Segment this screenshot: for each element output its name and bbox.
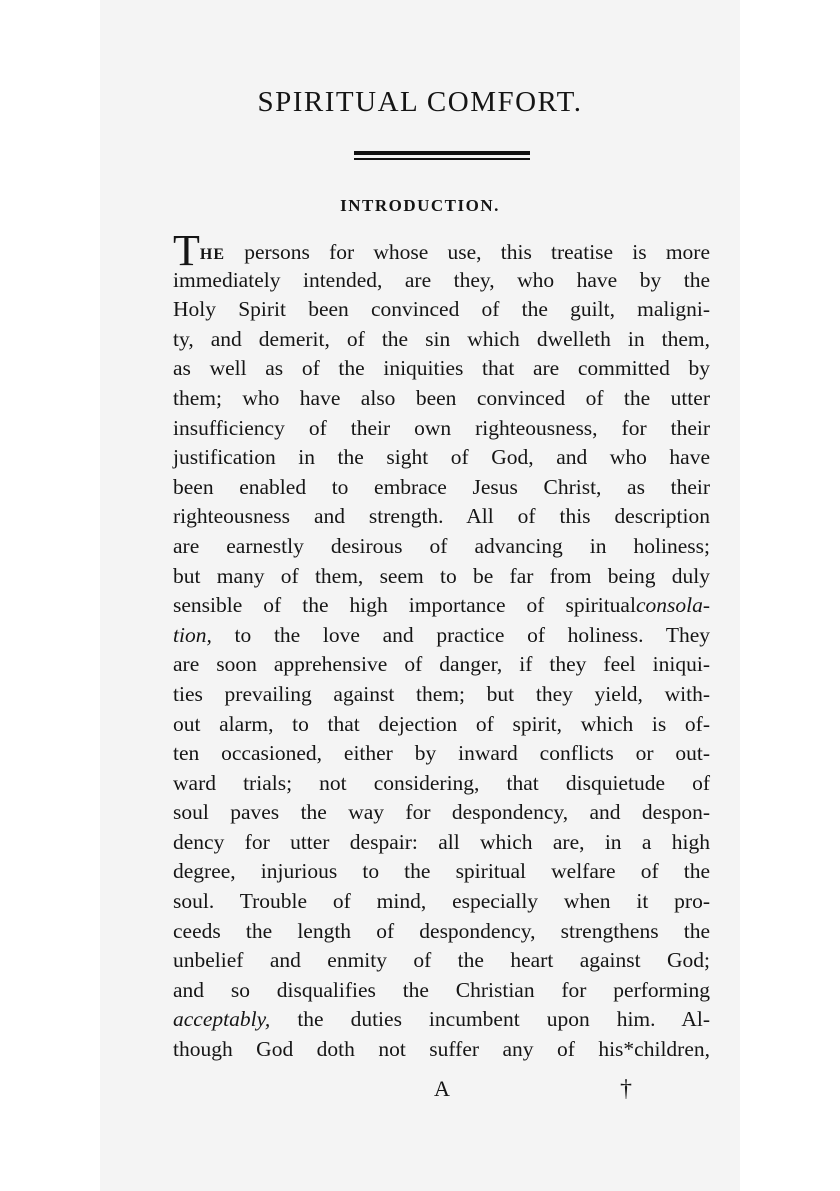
text-line: ceeds the length of despondency, strengthens the [173,918,710,943]
text-line: degree, injurious to the spiritual welfare of the [173,859,710,884]
text-line: are soon apprehensive of danger, if they feel iniqui- [173,652,710,677]
text-line: acceptably, the duties incumbent upon him. Al- [173,1007,710,1032]
text-line: ward trials; not considering, that disquietude of [173,770,710,795]
text-line: though God doth not suffer any of his*children, [173,1037,710,1062]
signature-mark: A [434,1076,450,1101]
italic-text: acceptably, [173,1007,271,1032]
page-title: SPIRITUAL COMFORT. [257,86,583,118]
italic-text: tion, [173,622,212,647]
text-line: them; who have also been convinced of the utter [173,385,710,410]
page-footer [100,1076,740,1106]
dagger-icon: † [620,1076,632,1102]
title-rule-thin [354,158,530,160]
text-line: are earnestly desirous of advancing in holiness; [173,533,710,558]
text-line: Holy Spirit been convinced of the guilt, maligni- [173,297,710,322]
text-line: immediately intended, are they, who have by the [173,267,710,292]
book-page [100,0,740,1191]
text-line: righteousness and strength. All of this description [173,504,710,529]
text-line: insufficiency of their own righteousness, for their [173,415,710,440]
text-line: out alarm, to that dejection of spirit, which is of- [173,711,710,736]
text-line: justification in the sight of God, and who have [173,445,710,470]
small-caps: HE [199,246,226,263]
text-line: ty, and demerit, of the sin which dwelleth in them, [173,326,710,351]
text-line: unbelief and enmity of the heart against God; [173,948,710,973]
text-line: and so disqualifies the Christian for performing [173,977,710,1002]
drop-cap: T [173,226,200,275]
text-line: ties prevailing against them; but they yield, with- [173,681,710,706]
text-line: tion, to the love and practice of holiness. They [173,622,711,647]
text-line: dency for utter despair: all which are, in a high [173,829,710,854]
text-line: soul. Trouble of mind, especially when it pro- [173,889,710,914]
text-line: but many of them, seem to be far from being duly [173,563,710,588]
title-rule-thick [354,151,530,155]
text-line: as well as of the iniquities that are committed by [173,356,710,381]
italic-text: consola- [635,593,710,618]
text-line: soul paves the way for despondency, and despon- [173,800,710,825]
text-line: THE persons for whose use, this treatise is more [173,226,710,275]
text-line: been enabled to embrace Jesus Christ, as their [173,474,710,499]
body-text [173,226,711,1065]
section-heading: INTRODUCTION. [340,196,500,215]
text-line: ten occasioned, either by inward conflicts or out- [173,741,710,766]
text-line: sensible of the high importance of spiritualconsola- [173,593,710,618]
